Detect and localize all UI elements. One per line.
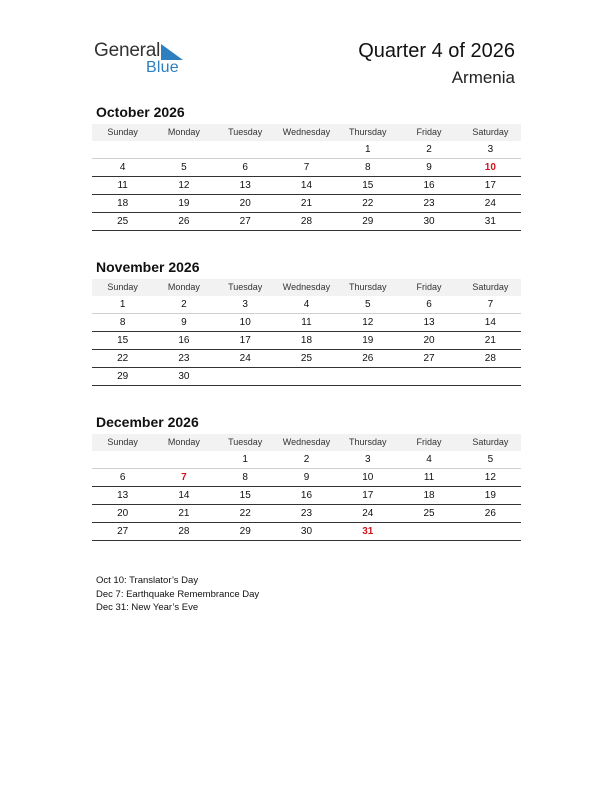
day-cell: 31 <box>460 213 521 231</box>
day-cell: 25 <box>276 350 337 368</box>
day-cell: 28 <box>276 213 337 231</box>
empty-day-cell <box>398 368 459 386</box>
calendar-grid <box>92 124 521 231</box>
day-cell: 9 <box>153 314 214 332</box>
day-cell: 2 <box>398 141 459 159</box>
day-cell: 6 <box>215 159 276 177</box>
day-cell: 25 <box>398 505 459 523</box>
day-cell: 3 <box>215 296 276 314</box>
weekday-header: Wednesday <box>276 279 337 296</box>
weekday-header: Tuesday <box>215 279 276 296</box>
day-cell: 2 <box>153 296 214 314</box>
day-cell: 26 <box>153 213 214 231</box>
day-cell: 28 <box>460 350 521 368</box>
day-cell: 3 <box>460 141 521 159</box>
weekday-header: Thursday <box>337 124 398 141</box>
day-cell: 12 <box>153 177 214 195</box>
day-cell: 28 <box>153 523 214 541</box>
empty-day-cell <box>92 451 153 469</box>
day-cell: 19 <box>337 332 398 350</box>
day-cell: 17 <box>460 177 521 195</box>
day-cell: 17 <box>215 332 276 350</box>
day-cell: 14 <box>460 314 521 332</box>
month-title: December 2026 <box>96 414 199 430</box>
day-cell: 20 <box>398 332 459 350</box>
day-cell: 2 <box>276 451 337 469</box>
day-cell: 11 <box>92 177 153 195</box>
day-cell: 16 <box>398 177 459 195</box>
day-cell: 25 <box>92 213 153 231</box>
logo-general-text: General <box>94 40 161 61</box>
day-cell: 21 <box>276 195 337 213</box>
empty-day-cell <box>215 141 276 159</box>
day-cell: 19 <box>153 195 214 213</box>
month-title: October 2026 <box>96 104 185 120</box>
day-cell: 26 <box>337 350 398 368</box>
empty-day-cell <box>276 141 337 159</box>
day-cell: 23 <box>398 195 459 213</box>
day-cell: 22 <box>215 505 276 523</box>
day-cell: 27 <box>215 213 276 231</box>
logo-blue-text: Blue <box>146 59 179 76</box>
day-cell: 1 <box>92 296 153 314</box>
weekday-header: Tuesday <box>215 434 276 451</box>
empty-day-cell <box>460 368 521 386</box>
day-cell: 21 <box>153 505 214 523</box>
calendar-grid <box>92 279 521 386</box>
day-cell: 29 <box>337 213 398 231</box>
month-october <box>92 103 521 231</box>
day-cell: 30 <box>398 213 459 231</box>
day-cell: 26 <box>460 505 521 523</box>
empty-day-cell <box>215 368 276 386</box>
day-cell: 8 <box>337 159 398 177</box>
page-title: Quarter 4 of 2026 <box>358 40 515 62</box>
day-cell: 18 <box>276 332 337 350</box>
weekday-header: Saturday <box>460 124 521 141</box>
day-cell: 4 <box>276 296 337 314</box>
day-cell: 21 <box>460 332 521 350</box>
day-cell: 11 <box>398 469 459 487</box>
day-cell: 3 <box>337 451 398 469</box>
day-cell: 15 <box>215 487 276 505</box>
weekday-header: Sunday <box>92 279 153 296</box>
month-title: November 2026 <box>96 259 200 275</box>
day-cell: 12 <box>337 314 398 332</box>
calendar-grid <box>92 434 521 541</box>
empty-day-cell <box>398 523 459 541</box>
weekday-header: Wednesday <box>276 434 337 451</box>
weekday-header: Thursday <box>337 279 398 296</box>
empty-day-cell <box>153 141 214 159</box>
day-cell: 7 <box>460 296 521 314</box>
logo <box>94 40 194 80</box>
holiday-note: Dec 7: Earthquake Remembrance Day <box>96 588 260 600</box>
day-cell: 7 <box>276 159 337 177</box>
day-cell: 24 <box>460 195 521 213</box>
day-cell: 5 <box>460 451 521 469</box>
day-cell: 17 <box>337 487 398 505</box>
day-cell: 15 <box>92 332 153 350</box>
weekday-header: Sunday <box>92 124 153 141</box>
day-cell: 10 <box>460 159 521 177</box>
weekday-header: Saturday <box>460 434 521 451</box>
day-cell: 13 <box>398 314 459 332</box>
day-cell: 5 <box>337 296 398 314</box>
day-cell: 13 <box>215 177 276 195</box>
day-cell: 27 <box>398 350 459 368</box>
day-cell: 16 <box>276 487 337 505</box>
day-cell: 27 <box>92 523 153 541</box>
month-december <box>92 413 521 541</box>
day-cell: 19 <box>460 487 521 505</box>
weekday-header: Friday <box>398 434 459 451</box>
day-cell: 1 <box>215 451 276 469</box>
day-cell: 1 <box>337 141 398 159</box>
logo-triangle-icon <box>161 44 183 60</box>
empty-day-cell <box>460 523 521 541</box>
weekday-header: Tuesday <box>215 124 276 141</box>
day-cell: 22 <box>92 350 153 368</box>
day-cell: 23 <box>276 505 337 523</box>
day-cell: 30 <box>153 368 214 386</box>
day-cell: 22 <box>337 195 398 213</box>
empty-day-cell <box>92 141 153 159</box>
day-cell: 9 <box>276 469 337 487</box>
day-cell: 9 <box>398 159 459 177</box>
month-november <box>92 258 521 386</box>
day-cell: 14 <box>276 177 337 195</box>
day-cell: 6 <box>92 469 153 487</box>
country-name: Armenia <box>451 68 515 87</box>
day-cell: 31 <box>337 523 398 541</box>
day-cell: 18 <box>398 487 459 505</box>
day-cell: 23 <box>153 350 214 368</box>
empty-day-cell <box>337 368 398 386</box>
day-cell: 13 <box>92 487 153 505</box>
day-cell: 29 <box>215 523 276 541</box>
empty-day-cell <box>153 451 214 469</box>
weekday-header: Friday <box>398 124 459 141</box>
weekday-header: Monday <box>153 279 214 296</box>
weekday-header: Sunday <box>92 434 153 451</box>
day-cell: 5 <box>153 159 214 177</box>
holiday-note: Oct 10: Translator’s Day <box>96 575 199 586</box>
day-cell: 8 <box>215 469 276 487</box>
weekday-header: Saturday <box>460 279 521 296</box>
weekday-header: Friday <box>398 279 459 296</box>
day-cell: 12 <box>460 469 521 487</box>
day-cell: 7 <box>153 469 214 487</box>
day-cell: 11 <box>276 314 337 332</box>
day-cell: 29 <box>92 368 153 386</box>
day-cell: 15 <box>337 177 398 195</box>
day-cell: 14 <box>153 487 214 505</box>
day-cell: 8 <box>92 314 153 332</box>
holiday-note: Dec 31: New Year’s Eve <box>96 602 199 613</box>
day-cell: 16 <box>153 332 214 350</box>
empty-day-cell <box>276 368 337 386</box>
day-cell: 24 <box>215 350 276 368</box>
weekday-header: Thursday <box>337 434 398 451</box>
weekday-header: Wednesday <box>276 124 337 141</box>
day-cell: 6 <box>398 296 459 314</box>
weekday-header: Monday <box>153 434 214 451</box>
day-cell: 4 <box>398 451 459 469</box>
day-cell: 10 <box>215 314 276 332</box>
day-cell: 24 <box>337 505 398 523</box>
holiday-notes <box>96 574 259 615</box>
day-cell: 20 <box>92 505 153 523</box>
day-cell: 20 <box>215 195 276 213</box>
weekday-header: Monday <box>153 124 214 141</box>
day-cell: 30 <box>276 523 337 541</box>
day-cell: 18 <box>92 195 153 213</box>
day-cell: 10 <box>337 469 398 487</box>
day-cell: 4 <box>92 159 153 177</box>
